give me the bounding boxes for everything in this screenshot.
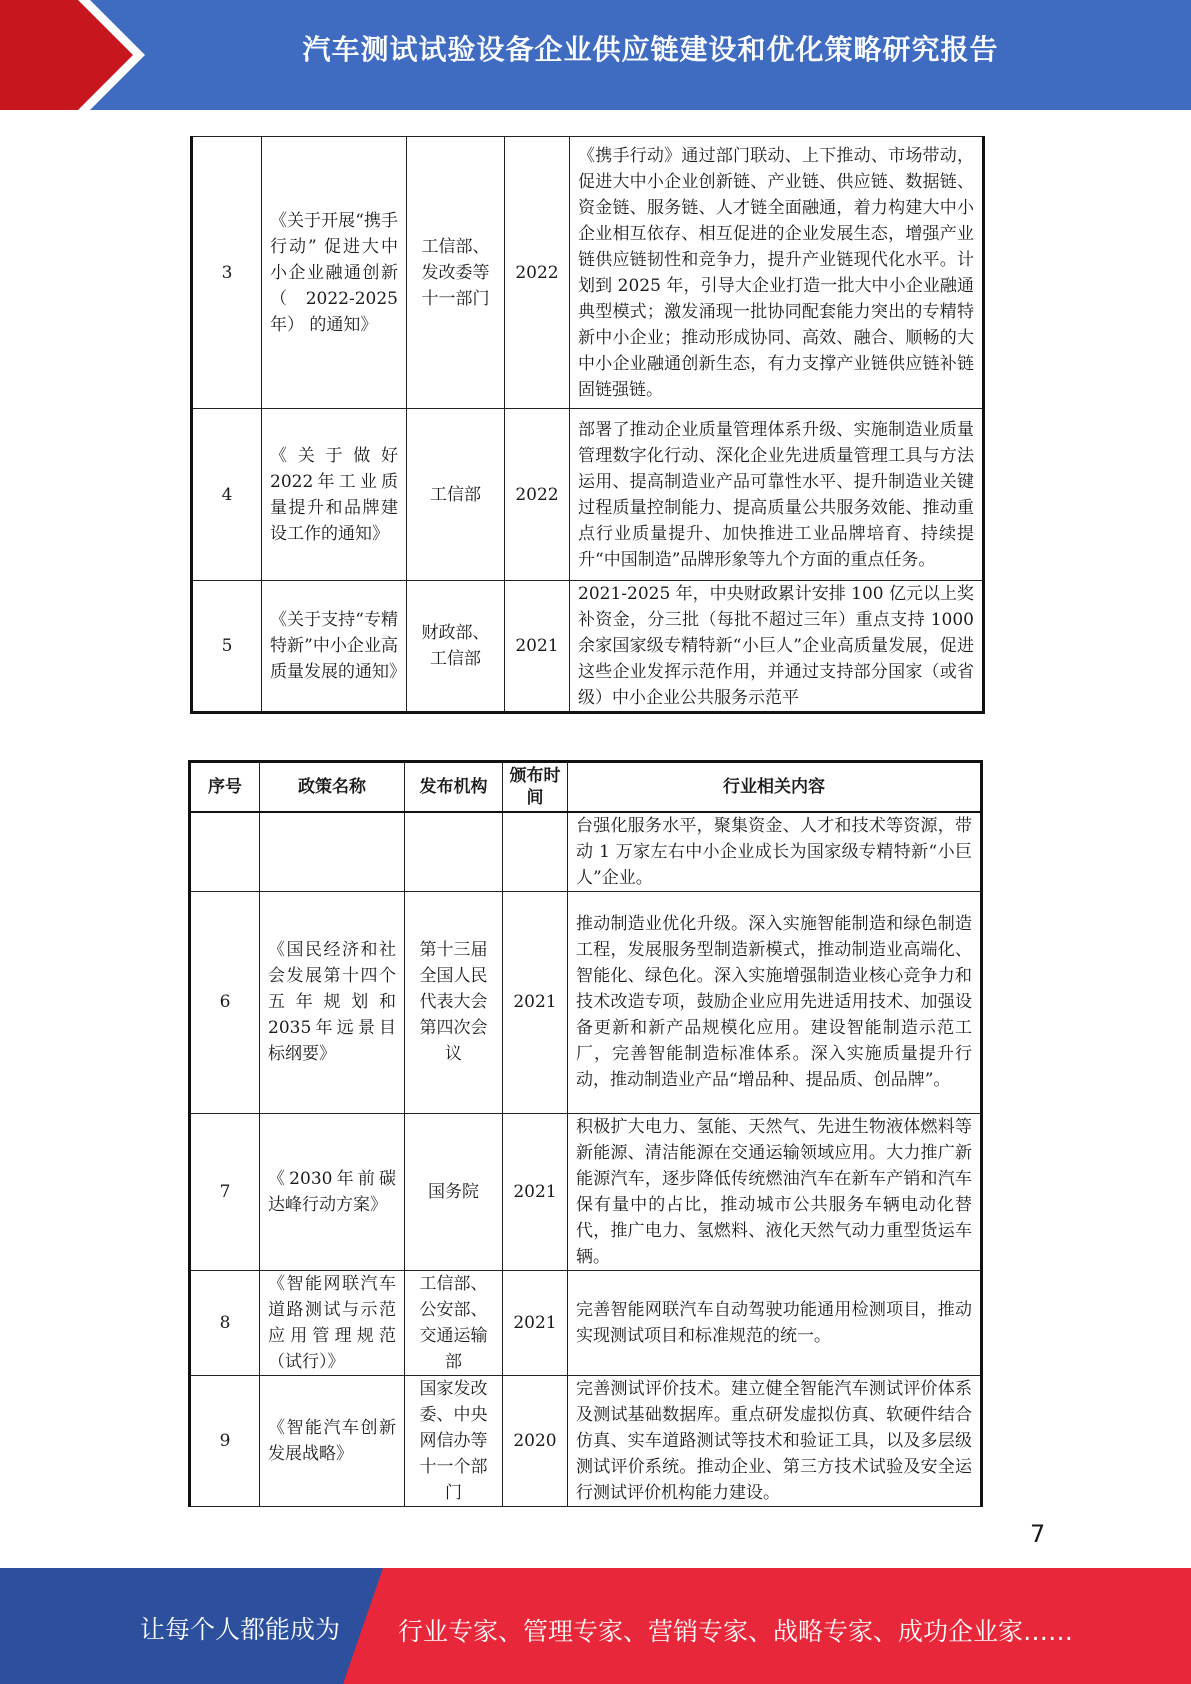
table-row <box>190 1113 982 1270</box>
issue-year <box>503 812 568 892</box>
policy-content: 《携手行动》通过部门联动、上下推动、市场带动，促进大中小企业创新链、产业链、供应链、数据链、资金链、服务链、人才链全面融通，着力构建大中小企业相互依存、相互促进的企业发展生态，增强产业链供应链韧性和竞争力，提升产业链现代化水平。计划到 2025 年，引导大企业打造一批大中小企业融通典型模式；激发涌现一批协同配套能力突出的专精特新中小企业；推动形成协同、高效、融合、顺畅的大中小企业融通创新生态，有力支撑产业链供应链补链固链强链。 <box>570 137 984 409</box>
policy-table <box>188 760 983 1507</box>
issue-year: 2021 <box>503 1270 568 1375</box>
table-row <box>192 581 984 713</box>
policy-name: 《智能网联汽车道路测试与示范应用管理规范（试行）》 <box>260 1270 405 1375</box>
policy-content: 推动制造业优化升级。深入实施智能制造和绿色制造工程，发展服务型制造新模式，推动制造业高端化、智能化、绿色化。深入实施增强制造业核心竞争力和技术改造专项，鼓励企业应用先进适用技术、加强设备更新和新产品规模化应用。建设智能制造示范工厂，完善智能制造标准体系。深入实施质量提升行动，推动制造业产品“增品种、提品质、创品牌”。 <box>568 891 982 1113</box>
policy-name: 《关于支持“专精特新”中小企业高质量发展的通知》 <box>262 581 407 713</box>
row-number: 5 <box>192 581 262 713</box>
issue-year: 2021 <box>503 891 568 1113</box>
row-number: 4 <box>192 409 262 581</box>
table-row <box>190 1270 982 1375</box>
table-row <box>190 812 982 892</box>
issue-year: 2021 <box>503 1113 568 1270</box>
row-number: 9 <box>190 1375 260 1506</box>
policy-content: 部署了推动企业质量管理体系升级、实施制造业质量管理数字化行动、深化企业先进质量管理工具与方法运用、提高制造业产品可靠性水平、提升制造业关键过程质量控制能力、提高质量公共服务效能、推动重点行业质量提升、加快推进工业品牌培育、持续提升“中国制造”品牌形象等九个方面的重点任务。 <box>570 409 984 581</box>
policy-name: 《关于开展“携手行动” 促进大中小企业融通创新（2022-2025年） 的通知》 <box>262 137 407 409</box>
policy-name: 《关于做好2022年工业质量提升和品牌建设工作的通知》 <box>262 409 407 581</box>
issue-year: 2022 <box>505 137 570 409</box>
policy-content: 2021-2025 年，中央财政累计安排 100 亿元以上奖补资金，分三批（每批不超过三年）重点支持 1000 余家国家级专精特新“小巨人”企业高质量发展，促进这些企业发挥示范作用，并通过支持部分国家（或省级）中小企业公共服务示范平 <box>570 581 984 713</box>
issuing-agency: 财政部、工信部 <box>407 581 505 713</box>
footer-slogan-right: 行业专家、管理专家、营销专家、战略专家、成功企业家…… <box>398 1617 1074 1646</box>
table-row <box>192 409 984 581</box>
row-number: 8 <box>190 1270 260 1375</box>
issue-year: 2022 <box>505 409 570 581</box>
issuing-agency <box>405 812 503 892</box>
policy-name <box>260 812 405 892</box>
report-title: 汽车测试试验设备企业供应链建设和优化策略研究报告 <box>302 33 999 66</box>
page-header <box>0 0 1191 110</box>
table-header-row <box>190 762 982 812</box>
policy-name: 《国民经济和社会发展第十四个五年规划和2035年远景目标纲要》 <box>260 891 405 1113</box>
row-number: 6 <box>190 891 260 1113</box>
policy-table-continued <box>190 136 985 714</box>
policy-content: 积极扩大电力、氢能、天然气、先进生物液体燃料等新能源、清洁能源在交通运输领域应用。大力推广新能源汽车，逐步降低传统燃油汽车在新车产销和汽车保有量中的占比，推动城市公共服务车辆电动化替代，推广电力、氢燃料、液化天然气动力重型货运车辆。 <box>568 1113 982 1270</box>
red-chevron-graphic <box>0 0 150 110</box>
column-header-number: 序号 <box>190 762 260 812</box>
column-header-content: 行业相关内容 <box>568 762 982 812</box>
issuing-agency: 国务院 <box>405 1113 503 1270</box>
column-header-year: 颁布时间 <box>503 762 568 812</box>
issuing-agency: 工信部、公安部、交通运输部 <box>405 1270 503 1375</box>
policy-content: 完善测试评价技术。建立健全智能汽车测试评价体系及测试基础数据库。重点研发虚拟仿真、软硬件结合仿真、实车道路测试等技术和验证工具，以及多层级测试评价系统。推动企业、第三方技术试验及安全运行测试评价机构能力建设。 <box>568 1375 982 1506</box>
issuing-agency: 工信部 <box>407 409 505 581</box>
column-header-policy-name: 政策名称 <box>260 762 405 812</box>
column-header-issuer: 发布机构 <box>405 762 503 812</box>
policy-name: 《智能汽车创新发展战略》 <box>260 1375 405 1506</box>
policy-content: 完善智能网联汽车自动驾驶功能通用检测项目，推动实现测试项目和标准规范的统一。 <box>568 1270 982 1375</box>
page-footer <box>0 1568 1191 1684</box>
page-number: 7 <box>1030 1520 1046 1548</box>
table-row <box>190 1375 982 1506</box>
issue-year: 2021 <box>505 581 570 713</box>
row-number <box>190 812 260 892</box>
row-number: 7 <box>190 1113 260 1270</box>
issue-year: 2020 <box>503 1375 568 1506</box>
table-row <box>190 891 982 1113</box>
policy-content: 台强化服务水平，聚集资金、人才和技术等资源，带动 1 万家左右中小企业成长为国家级专精特新“小巨人”企业。 <box>568 812 982 892</box>
row-number: 3 <box>192 137 262 409</box>
table-row <box>192 137 984 409</box>
issuing-agency: 国家发改委、中央网信办等十一个部门 <box>405 1375 503 1506</box>
policy-name: 《2030年前碳达峰行动方案》 <box>260 1113 405 1270</box>
issuing-agency: 工信部、发改委等十一部门 <box>407 137 505 409</box>
issuing-agency: 第十三届全国人民代表大会第四次会议 <box>405 891 503 1113</box>
footer-slogan-left: 让每个人都能成为 <box>140 1615 341 1644</box>
